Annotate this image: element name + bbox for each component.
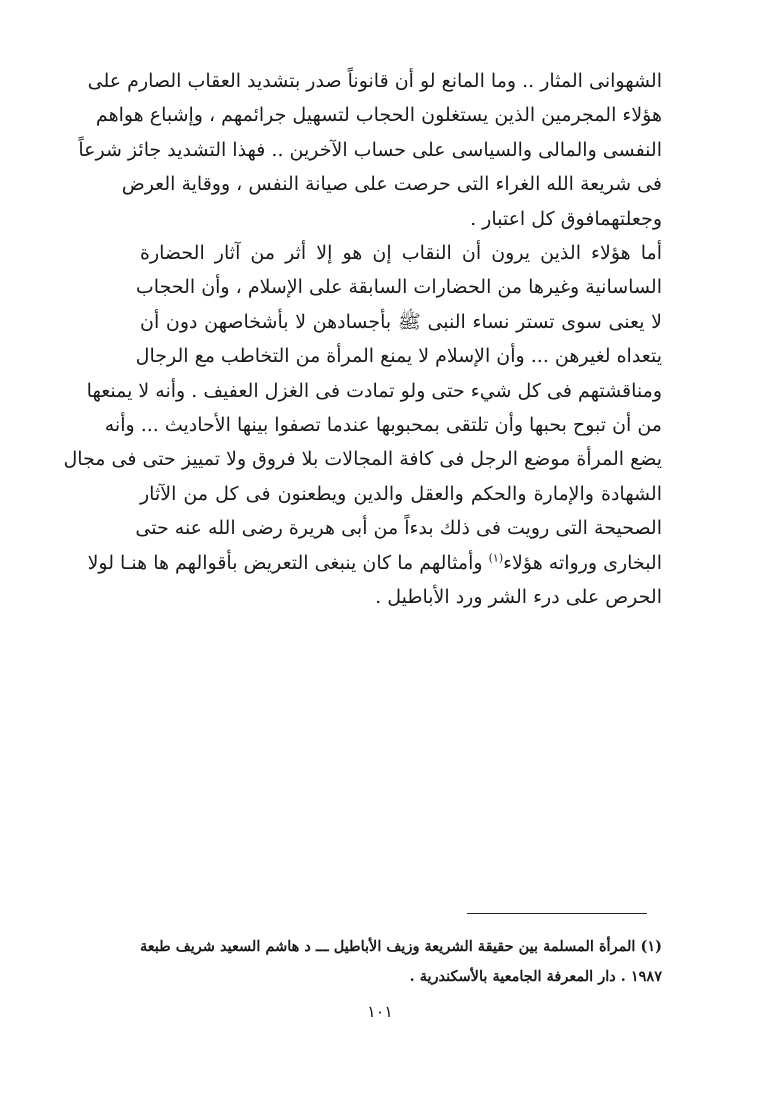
footnote-divider (467, 913, 647, 914)
footnote-block (140, 932, 662, 992)
paragraph-2-line-3: لا يعنى سوى تستر نساء النبى ﷺ بأجسادهن لا بأشخاصهن دون أن (140, 310, 662, 333)
footnote-line-2: ١٩٨٧ . دار المعرفة الجامعية بالأسكندرية . (409, 968, 662, 985)
paragraph-2-line-7: يضع المرأة موضع الرجل فى كافة المجالات بلا فروق ولا تمييز حتى فى مجال (63, 448, 662, 471)
paragraph-2-line-10-head: البخارى ورواته هؤلاء (503, 551, 662, 574)
paragraph-1-line-3: النفسى والمالى والسياسى على حساب الآخرين .. فهذا التشديد جائز شرعاً (78, 138, 662, 161)
paragraph-1-line-2: هؤلاء المجرمين الذين يستغلون الحجاب لتسهيل جرائمهم ، وإشباع هواهم (95, 104, 662, 127)
footnote-line-1: (١) المرأة المسلمة بين حقيقة الشريعة وزيف الأباطيل ـــ د هاشم السعيد شريف طبعة (140, 938, 662, 955)
paragraph-1-line-4: فى شريعة الله الغراء التى حرصت على صيانة النفس ، ووقاية العرض (121, 173, 662, 196)
paragraph-1-line-1: الشهوانى المثار .. وما المانع لو أن قانوناً صدر بتشديد العقاب الصارم على (87, 70, 662, 92)
paragraph-2-line-1: أما هؤلاء الذين يرون أن النقاب إن هو إلا أثر من آثار الحضارة (140, 242, 662, 264)
paragraph-2-line-2: الساسانية وغيرها من الحضارات السابقة على الإسلام ، وأن الحجاب (135, 276, 662, 299)
paragraph-2-line-6: من أن تبوح بحبها وأن تلتقى بمحبوبها عندما تصفوا بينها الأحاديث ... وأنه (104, 413, 662, 436)
paragraph-2-line-9: الصحيحة التى رويت فى ذلك بدءاً من أبى هريرة رضى الله عنه حتى (135, 517, 662, 540)
paragraph-2-line-10 (87, 546, 662, 580)
paragraph-2-line-5: ومناقشتهم فى كل شيء حتى ولو تمادت فى الغزل العفيف . وأنه لا يمنعها (86, 379, 662, 402)
page-number: ١٠١ (367, 1002, 393, 1021)
paragraph-2-line-8: الشهادة والإمارة والحكم والعقل والدين ويطعنون فى كل من الآثار (140, 482, 662, 505)
paragraph-1 (78, 64, 662, 236)
paragraph-1-line-5: وجعلتهمافوق كل اعتبار . (470, 207, 662, 230)
footnote-reference[interactable]: (١) (488, 551, 504, 565)
paragraph-2-line-10-tail: وأمثالهم ما كان ينبغى التعريض بأقوالهم ها هنـا لولا (87, 551, 489, 574)
paragraph-2 (63, 236, 662, 614)
paragraph-2-line-4: يتعداه لغيرهن ... وأن الإسلام لا يمنع المرأة من التخاطب مع الرجال (135, 345, 662, 368)
paragraph-2-line-11: الحرص على درء الشر ورد الأباطيل . (375, 585, 662, 608)
